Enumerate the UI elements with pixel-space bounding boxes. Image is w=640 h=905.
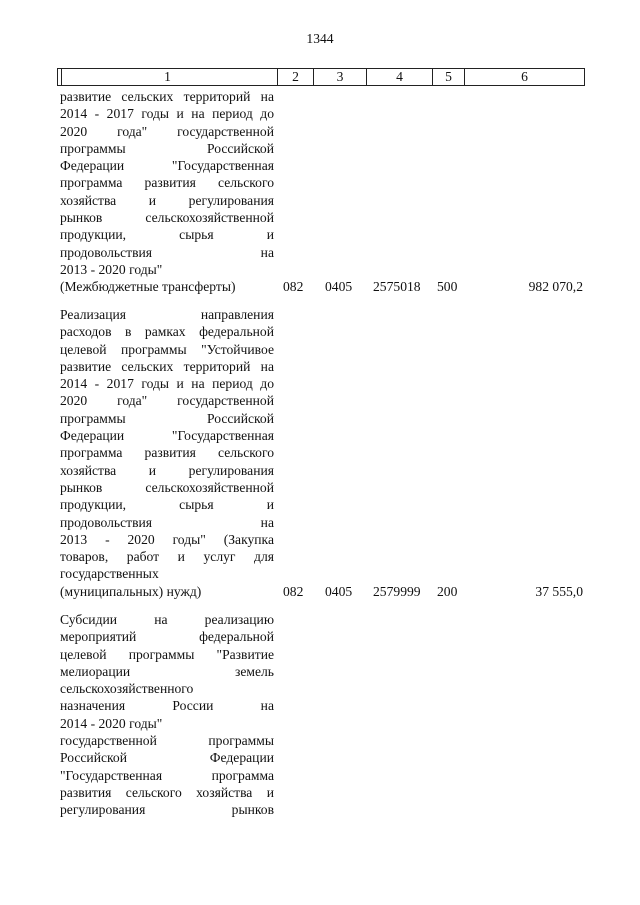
desc-line: продовольствия на [60,514,274,530]
row-type-code: 200 [437,584,458,599]
desc-line: Федерации "Государственная [60,428,274,444]
desc-line: программы Российской [60,140,274,156]
desc-line: регулирования рынков [60,802,274,818]
desc-line: развитие сельских территорий на [60,89,274,104]
row-description [60,306,274,600]
desc-line: развитие сельских территорий на [60,358,274,374]
header-col-6: 6 [521,69,528,84]
desc-line: 2020 года" государственной [60,393,274,409]
desc-line: хозяйства и регулирования [60,462,274,478]
desc-line: государственных [60,566,159,582]
desc-line: (Межбюджетные трансферты) [60,279,236,295]
desc-line: 2014 - 2020 годы" [60,715,163,731]
desc-line: программа развития сельского [60,445,274,461]
desc-line: рынков сельскохозяйственной [60,479,274,495]
desc-line: назначения России на [60,698,274,714]
desc-line: программы Российской [60,410,274,426]
row-section-code: 0405 [325,584,353,599]
row-ministry-code: 082 [283,584,304,599]
header-col-4: 4 [367,69,433,85]
desc-line: "Государственная программа [60,767,274,783]
header-col-1: 1 [58,69,278,85]
desc-line: Федерации "Государственная [60,158,274,174]
header-col-3: 3 [314,69,367,85]
desc-line: Реализация направления [60,307,274,322]
row-description [60,88,274,296]
page-number: 1344 [306,31,334,46]
desc-line: хозяйства и регулирования [60,192,274,208]
desc-line: Субсидии на реализацию [60,612,274,627]
desc-line: 2020 года" государственной [60,123,274,139]
table-header [57,68,585,86]
desc-line: рынков сельскохозяйственной [60,210,274,226]
row-section-code: 0405 [325,279,353,294]
desc-line: программа развития сельского [60,175,274,191]
desc-line: Российской Федерации [60,750,274,766]
row-ministry-code: 082 [283,279,304,294]
header-col-5: 5 [433,69,465,85]
row-amount: 37 555,0 [535,584,583,599]
desc-line: мелиорации земель [60,663,274,679]
desc-line: 2014 - 2017 годы и на период до [60,376,274,392]
desc-line: товаров, работ и услуг для [60,549,274,565]
row-description [60,611,274,819]
desc-line: развития сельского хозяйства и [60,784,274,800]
row-target-code: 2575018 [373,279,421,294]
row-amount: 982 070,2 [528,279,583,294]
header-col-2: 2 [278,69,314,85]
desc-line: 2014 - 2017 годы и на период до [60,106,274,122]
desc-line: продукции, сырья и [60,497,274,513]
desc-line: продукции, сырья и [60,227,274,243]
row-type-code: 500 [437,279,458,294]
row-target-code: 2579999 [373,584,421,599]
desc-line: государственной программы [60,733,274,749]
desc-line: мероприятий федеральной [60,629,274,645]
desc-line: сельскохозяйственного [60,681,194,697]
desc-line: целевой программы "Развитие [60,646,274,662]
desc-line: целевой программы "Устойчивое [60,341,274,357]
desc-line: 2013 - 2020 годы" [60,261,163,277]
desc-line: расходов в рамках федеральной [60,324,274,340]
desc-line: продовольствия на [60,244,274,260]
desc-line: 2013 - 2020 годы" (Закупка [60,531,274,547]
desc-line: (муниципальных) нужд) [60,583,202,599]
